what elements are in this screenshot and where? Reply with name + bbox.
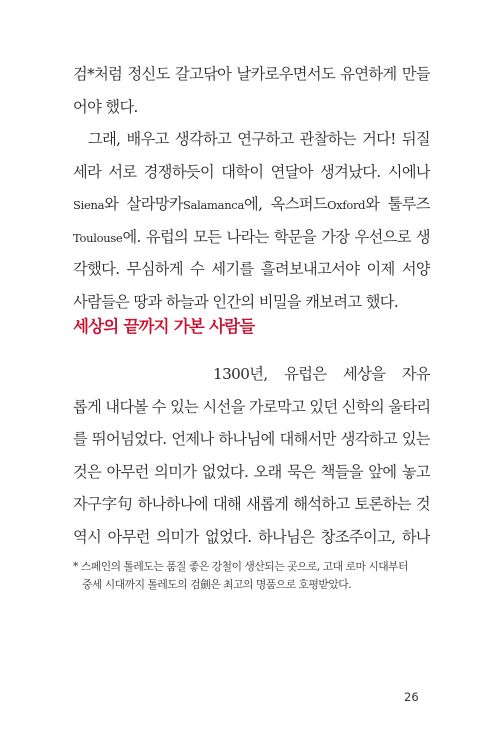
paragraph-1 — [73, 58, 430, 123]
text-line: 롭게 내다볼 수 있는 시선을 가로막고 있던 신학의 울타리 — [73, 397, 430, 416]
text-line: 어야 했다. — [73, 97, 138, 116]
text-line: 역시 아무런 의미가 없었다. 하나님은 창조주이고, 하나 — [73, 527, 430, 546]
footnote — [73, 558, 435, 593]
latin-toulouse: Toulouse — [73, 230, 123, 245]
text-line: 1300년, 유럽은 세상을 자유 — [213, 365, 430, 383]
text-line: 것은 아무런 의미가 없었다. 오래 묵은 책들을 앞에 놓고 — [73, 462, 430, 481]
text-line: 자구字句 하나하나에 대해 새롭게 해석하고 토론하는 것 — [73, 495, 430, 513]
section-heading: 세상의 끝까지 가본 사람들 — [73, 317, 255, 336]
text-fragment: 에, 옥스퍼드 — [244, 195, 328, 213]
text-line: 각했다. 무심하게 수 세기를 흘려보내고서야 이제 서양 — [73, 260, 430, 278]
paragraph-3 — [73, 358, 430, 553]
text-fragment: 와 툴루즈 — [365, 195, 430, 213]
text-fragment: 에. 유럽의 모든 나라는 학문을 가장 우선으로 생 — [122, 227, 430, 246]
latin-oxford: Oxford — [327, 198, 366, 212]
text-line: 검*처럼 정신도 갈고닦아 날카로우면서도 유연하게 만들 — [73, 65, 430, 83]
text-line: 그래, 배우고 생각하고 연구하고 관찰하는 거다! 뒤질 — [88, 130, 430, 148]
footnote-line: 중세 시대까지 톨레도의 검劍은 최고의 명품으로 호평받았다. — [82, 577, 352, 591]
page-number: 26 — [404, 690, 419, 704]
text-line: 를 뛰어넘었다. 언제나 하나님에 대해서만 생각하고 있는 — [73, 430, 430, 448]
paragraph-2 — [73, 123, 430, 318]
text-line-universities — [73, 188, 430, 221]
text-line-toulouse — [73, 221, 430, 254]
footnote-line: * 스페인의 톨레도는 품질 좋은 강철이 생산되는 곳으로, 고대 로마 시대부터 — [73, 560, 409, 573]
text-line: 세라 서로 경쟁하듯이 대학이 연달아 생겨났다. 시에나 — [73, 162, 430, 181]
text-fragment: 와 살라망카 — [104, 195, 183, 213]
text-line: 사람들은 땅과 하늘과 인간의 비밀을 캐보려고 했다. — [73, 292, 399, 311]
latin-salamanca: Salamanca — [182, 198, 245, 212]
latin-siena: Siena — [73, 198, 105, 212]
